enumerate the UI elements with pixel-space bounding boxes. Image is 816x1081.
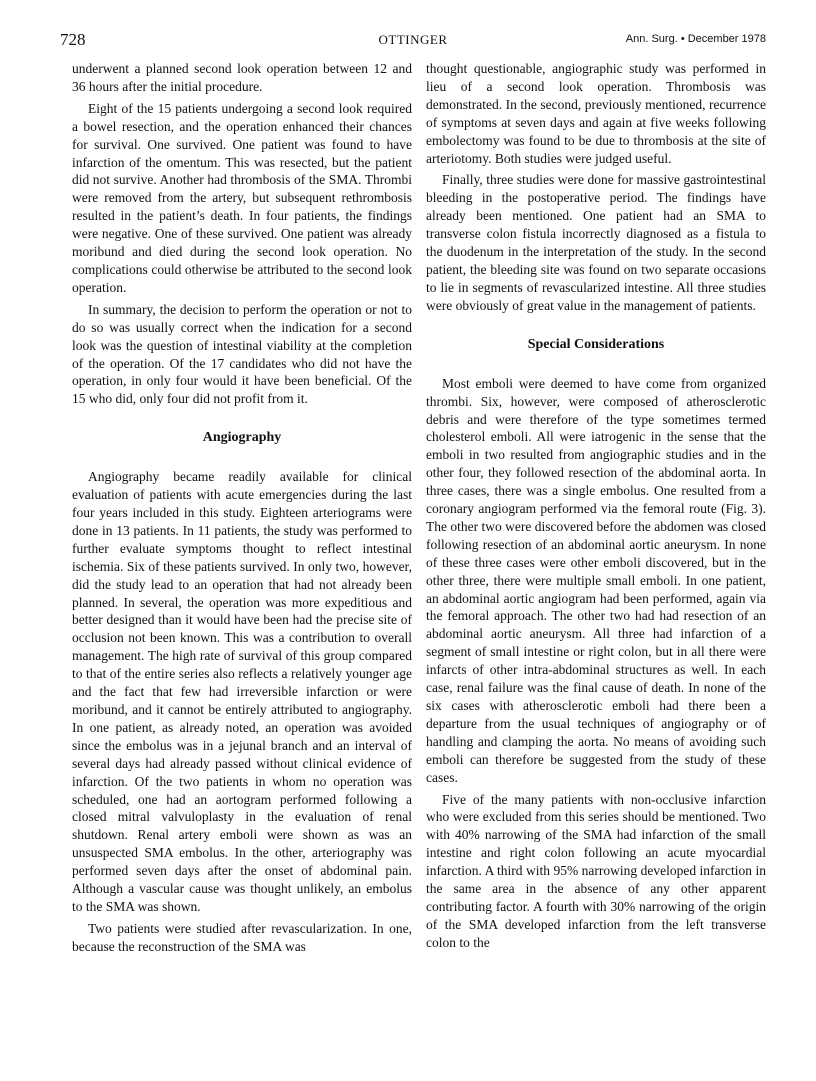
- section-heading-angiography: Angiography: [202, 430, 282, 446]
- page-header: [60, 30, 766, 52]
- paragraph: underwent a planned second look operation between 12 and 36 hours after the initial procedure.: [72, 61, 412, 94]
- section-heading-special-considerations: Special Considerations: [527, 336, 665, 352]
- journal-reference: Ann. Surg. • December 1978: [625, 33, 766, 45]
- paragraph: Angiography became readily available for clinical evaluation of patients with acute emergencies during the last four years included in this study. Eighteen arteriograms were done in 13 patients. In 11 patients, the study was performed to further evaluate symptoms thought to reflect intestinal ischemia. Six of these patients survived. In only two, however, did the study lead to an operation that had not already been planned. In several, the operation was more expeditious and better designed than it would have been had the precise site of occlusion not been known. This was a contribution to overall management. The high rate of survival of this group compared to that of the entire series also reflects a relatively younger age and the fact that few had irreversible infarction or were moribund, and it cannot be entirely attributed to angiography. In one patient, as already noted, an operation was avoided since the embolus was in a jejunal branch and an interval of several days had already passed without clinical evidence of infarction. Of the two patients in whom no operation was scheduled, one had an aortogram performed following a closed mitral valvuloplasty in the evaluation of renal shutdown. Renal artery emboli were shown as was an unsuspected SMA embolus. In the other, arteriography was performed seven days after the onset of abdominal pain. Although a vascular cause was thought unlikely, an embolus to the SMA was shown.: [72, 469, 412, 914]
- left-column: [72, 60, 412, 956]
- paragraph: Five of the many patients with non-occlusive infarction who were excluded from this series should be mentioned. Two with 40% narrowing of the SMA had infarction of the small intestine and right colon following an acute myocardial infarction. A third with 95% narrowing developed infarction in the same area in the absence of any other apparent contributing factor. A fourth with 30% narrowing of the origin of the SMA developed infarction from the left transverse colon to the: [426, 791, 766, 950]
- paragraph: Eight of the 15 patients undergoing a second look required a bowel resection, and the operation enhanced their chances for survival. One survived. One patient was found to have infarction of the omentum. This was resected, but the patient did not survive. Another had thrombosis of the SMA. Thrombi were removed from the artery, but subsequent rethrombosis resulted in the patient’s death. In four patients, the findings were negative. One of these survived. One patient was already moribund and died during the second look operation. No complications could otherwise be attributed to the second look operation.: [72, 100, 412, 295]
- right-column: [426, 60, 766, 952]
- paragraph: Finally, three studies were done for massive gastrointestinal bleeding in the postoperative period. The findings have already been mentioned. One patient had an SMA to transverse colon fistula incorrectly diagnosed as a fistula to the duodenum in the interpretation of the study. In the second patient, the bleeding site was found on two separate occasions to lie in segments of revascularized intestine. All three studies were obviously of great value in the management of patients.: [426, 172, 766, 313]
- paragraph: Two patients were studied after revascularization. In one, because the reconstruction of the SMA was: [72, 920, 412, 954]
- running-head: OTTINGER: [378, 32, 448, 47]
- paragraph: thought questionable, angiographic study was performed in lieu of a second look operation. Thrombosis was demonstrated. In the second, previously mentioned, recurrence of symptoms at seven days and again at five weeks following embolectomy was found to be due to thrombosis at the site of arteriotomy. Both studies were judged useful.: [426, 61, 766, 166]
- paragraph: In summary, the decision to perform the operation or not to do so was usually correct when the indication for a second look was the question of intestinal viability at the completion of the operation. Of the 17 candidates who did not have the operation, in only four would it have been beneficial. Of the 15 who did, only four did not profit from it.: [72, 301, 412, 407]
- page-number: 728: [60, 30, 86, 49]
- paragraph: Most emboli were deemed to have come from organized thrombi. Six, however, were composed of atherosclerotic debris and were therefore of the type sometimes termed cholesterol emboli. All were iatrogenic in the sense that the emboli in two resulted from angiographic studies and in the other four, they followed resection of the abdominal aorta. In three cases, there was a single embolus. One resulted from a coronary angiogram performed via the femoral route (Fig. 3). The other two were discovered before the abdomen was closed following resection of an abdominal aortic aneurysm. In none of these three cases were other emboli discovered, but in the other three, there were multiple small emboli. In one patient, an abdominal aortic angiogram had been performed, again via the femoral approach. The other two had had resection of an abdominal aortic aneurysm. All three had infarction of a segment of small intestine or right colon, but in all there were infarcts of other intra-abdominal structures as well. In each case, renal failure was the final cause of death. In none of the six cases with atherosclerotic emboli had there been a departure from the usual techniques of angiography or of handling and clamping the aorta. No means of avoiding such emboli can therefore be suggested from the study of these cases.: [426, 375, 766, 785]
